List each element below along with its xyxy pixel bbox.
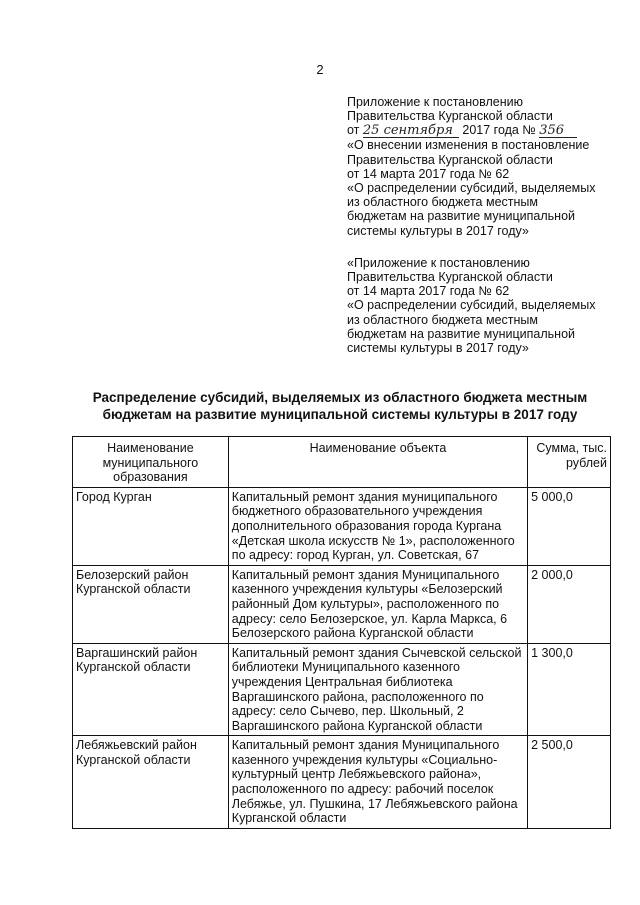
appendix-line: бюджетам на развитие муниципальной — [347, 326, 576, 341]
appendix-line: Приложение к постановлению — [347, 95, 523, 109]
cell-sum: 1 300,0 — [528, 643, 611, 736]
table-row — [73, 643, 611, 736]
appendix-line: системы культуры в 2017 году» — [347, 223, 529, 238]
title-line: бюджетам на развитие муниципальной системы культуры в 2017 году — [102, 407, 578, 422]
table-row — [73, 487, 611, 565]
appendix-line: «Приложение к постановлению — [347, 255, 530, 270]
cell-object: Капитальный ремонт здания Сычевской сельской библиотеки Муниципального казенного учреждения Центральная библиотека Варгашинского района, расположенного по адресу: село Сычево, пер. Школьный, 2 Варгашинского района Курганской области — [228, 643, 527, 736]
header-sum: Сумма, тыс. рублей — [528, 437, 611, 488]
handwritten-number: 356 — [539, 125, 577, 138]
page-number: 2 — [316, 62, 324, 77]
appendix-line: «О распределении субсидий, выделяемых — [347, 298, 596, 313]
table-header-row — [73, 437, 611, 488]
appendix-line: Правительства Курганской области — [347, 152, 553, 167]
cell-municipality: Лебяжьевский район Курганской области — [73, 736, 229, 829]
cell-municipality: Варгашинский район Курганской области — [73, 643, 229, 736]
table-row — [73, 565, 611, 643]
appendix-line: системы культуры в 2017 году» — [347, 341, 529, 356]
date-year: 2017 года № — [462, 123, 536, 138]
appendix-line: от 14 марта 2017 года № 62 — [347, 284, 510, 299]
date-prefix: от — [347, 123, 360, 138]
appendix-line: «О распределении субсидий, выделяемых — [347, 181, 596, 196]
cell-object: Капитальный ремонт здания Муниципального казенного учреждения культуры «Социально-культурный центр Лебяжьевского района», расположенного по адресу: рабочий поселок Лебяжье, ул. Пушкина, 17 Лебяжьевского района Курганской области — [228, 736, 527, 829]
appendix-line: Правительства Курганской области — [347, 109, 553, 124]
cell-sum: 2 500,0 — [528, 736, 611, 829]
header-municipality: Наименование муниципального образования — [73, 437, 229, 488]
appendix-line: бюджетам на развитие муниципальной — [347, 209, 576, 224]
cell-municipality: Город Курган — [73, 487, 229, 565]
cell-sum: 2 000,0 — [528, 565, 611, 643]
appendix-header — [347, 95, 617, 355]
appendix-line: из областного бюджета местным — [347, 312, 538, 327]
cell-object: Капитальный ремонт здания муниципального бюджетного образовательного учреждения дополнительного образования города Кургана «Детская школа искусств № 1», расположенного по адресу: город Курган, ул. Советская, 67 — [228, 487, 527, 565]
table-row — [73, 736, 611, 829]
appendix-date-line — [347, 123, 617, 138]
handwritten-date: 25 сентября — [363, 125, 459, 138]
appendix-line: Правительства Курганской области — [347, 270, 553, 285]
cell-municipality: Белозерский район Курганской области — [73, 565, 229, 643]
header-object: Наименование объекта — [228, 437, 527, 488]
appendix-line: от 14 марта 2017 года № 62 — [347, 166, 510, 181]
title-line: Распределение субсидий, выделяемых из областного бюджета местным — [92, 390, 588, 405]
appendix-line: из областного бюджета местным — [347, 195, 538, 210]
cell-object: Капитальный ремонт здания Муниципального казенного учреждения культуры «Белозерский районный Дом культуры», расположенного по адресу: село Белозерское, ул. Карла Маркса, 6 Белозерского района Курганской области — [228, 565, 527, 643]
subsidy-table — [72, 436, 611, 829]
document-title — [60, 389, 620, 423]
appendix-line: «О внесении изменения в постановление — [347, 138, 590, 153]
cell-sum: 5 000,0 — [528, 487, 611, 565]
